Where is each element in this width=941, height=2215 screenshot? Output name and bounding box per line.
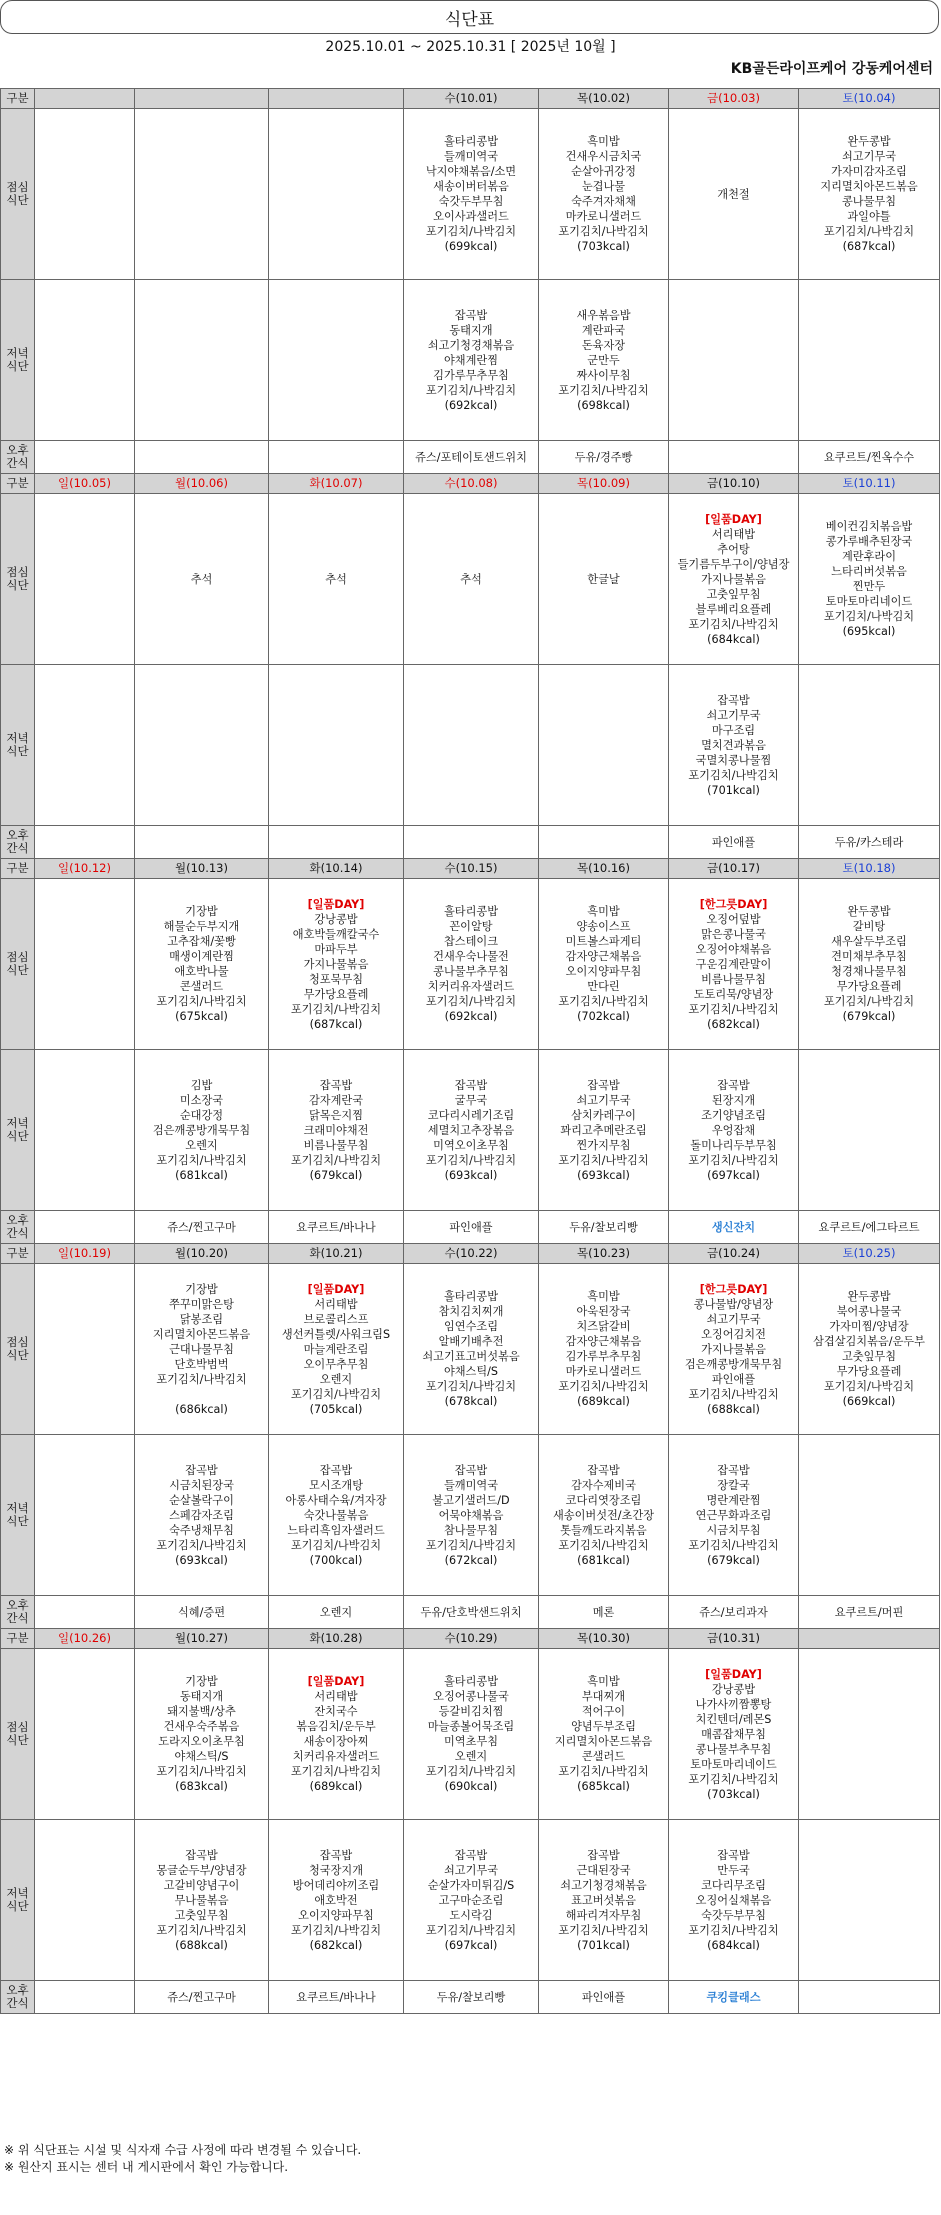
lunch-menu-cell — [135, 109, 269, 280]
dinner-menu-cell — [799, 280, 940, 441]
day-header: 화(10.28) — [269, 1629, 404, 1649]
week-4-snack-row — [1, 1596, 940, 1629]
day-header: 금(10.31) — [669, 1629, 799, 1649]
day-header: 월(10.20) — [135, 1244, 269, 1264]
day-header — [135, 89, 269, 109]
snack-menu-cell: 메론 — [539, 1596, 669, 1629]
footnotes — [4, 2142, 361, 2176]
day-header: 목(10.16) — [539, 859, 669, 879]
dinner-menu-cell: 잡곡밥 들깨미역국 불고기샐러드/D 어묵야채볶음 참나물무침 포기김치/나박김치 (672kcal) — [404, 1435, 539, 1596]
snack-menu-cell — [35, 1211, 135, 1244]
header-label: 구분 — [1, 1244, 35, 1264]
lunch-menu-text: 흘타리콩밥 꼰이알탕 찹스테이크 건새우숙나물전 콩나물부추무침 치커리유자샐러드 포기김치/나박김치 (692kcal) — [425, 905, 517, 1023]
dinner-menu-cell: 새우볶음밥 계란파국 돈육자장 군만두 짜사이무침 포기김치/나박김치 (698kcal) — [539, 280, 669, 441]
snack-menu-cell — [35, 1596, 135, 1629]
day-header: 토(10.04) — [799, 89, 940, 109]
dinner-menu-cell: 잡곡밥 쇠고기무국 삼치카레구이 꽈리고추메란조림 찐가지무침 포기김치/나박김치 (693kcal) — [539, 1050, 669, 1211]
week-1-dinner-row — [1, 280, 940, 441]
dinner-menu-cell: 잡곡밥 굴무국 코다리시레기조림 세멸치고추장볶음 미역오이초무침 포기김치/나박김치 (693kcal) — [404, 1050, 539, 1211]
lunch-menu-text: 흘타리콩밥 참치김치찌개 임연수조림 알배기배추전 쇠고기표고버섯볶음 야채스틱/S 포기김치/나박김치 (678kcal) — [422, 1290, 520, 1408]
lunch-menu-cell — [799, 109, 940, 280]
snack-menu-cell: 파인애플 — [404, 1211, 539, 1244]
day-header: 수(10.08) — [404, 474, 539, 494]
snack-menu-cell: 두유/찰보리빵 — [404, 1981, 539, 2014]
lunch-menu-cell — [404, 1264, 539, 1435]
dinner-menu-cell — [669, 280, 799, 441]
lunch-menu-cell — [135, 879, 269, 1050]
dinner-menu-cell — [35, 1435, 135, 1596]
snack-menu-cell — [35, 1981, 135, 2014]
lunch-menu-text: 완두콩밥 쇠고기무국 가자미감자조림 지리멸치아몬드볶음 콩나물무침 과일야틀 포기김치/나박김치 (687kcal) — [820, 135, 918, 253]
dinner-menu-cell: 잡곡밥 쇠고기무국 순살가자미튀김/S 고구마순조림 도시락김 포기김치/나박김치 (697kcal) — [404, 1820, 539, 1981]
dinner-label: 저녁 식단 — [1, 665, 35, 826]
special-day-tag: [일품DAY] — [705, 1667, 762, 1681]
snack-menu-cell: 생신잔치 — [669, 1211, 799, 1244]
header-label: 구분 — [1, 1629, 35, 1649]
lunch-menu-text: 강낭콩밥 애호박들깨칼국수 마파두부 가지나물볶음 청포묵무침 무가당요플레 포기김치/나박김치 (687kcal) — [290, 912, 382, 1031]
lunch-menu-text: 강낭콩밥 나가사끼짬뽕탕 치킨텐더/레몬S 매콤잡채무침 콩나물부추무침 토마토마리네이드 포기김치/나박김치 (703kcal) — [688, 1682, 779, 1801]
snack-menu-cell: 파인애플 — [539, 1981, 669, 2014]
day-header: 월(10.27) — [135, 1629, 269, 1649]
week-1-lunch-row — [1, 109, 940, 280]
snack-menu-cell — [799, 1981, 940, 2014]
dinner-menu-cell — [269, 665, 404, 826]
week-3-dinner-row — [1, 1050, 940, 1211]
snack-menu-cell: 쥬스/찐고구마 — [135, 1211, 269, 1244]
day-header: 금(10.03) — [669, 89, 799, 109]
week-2-lunch-row — [1, 494, 940, 665]
day-header: 목(10.09) — [539, 474, 669, 494]
day-header: 수(10.29) — [404, 1629, 539, 1649]
day-header: 수(10.15) — [404, 859, 539, 879]
dinner-menu-cell — [539, 665, 669, 826]
special-day-tag: [일품DAY] — [705, 512, 762, 526]
day-header — [799, 1629, 940, 1649]
week-4-lunch-row — [1, 1264, 940, 1435]
dinner-menu-cell — [269, 280, 404, 441]
dinner-menu-cell: 잡곡밥 근대된장국 쇠고기청경채볶음 표고버섯볶음 해파리겨자무침 포기김치/나박김치 (701kcal) — [539, 1820, 669, 1981]
lunch-menu-cell — [404, 109, 539, 280]
lunch-menu-cell — [269, 109, 404, 280]
lunch-menu-cell — [404, 1649, 539, 1820]
lunch-menu-text: 서리태밥 잔치국수 볶음김치/운두부 새송이장아찌 치커리유자샐러드 포기김치/나박김치 (689kcal) — [290, 1690, 382, 1793]
day-header: 목(10.23) — [539, 1244, 669, 1264]
lunch-menu-text: 서리태밥 브로콜리스프 생선커틀렛/사워크림S 마늘계란조림 오이무추무침 오렌지 포기김치/나박김치 (705kcal) — [281, 1297, 391, 1416]
week-5-snack-row — [1, 1981, 940, 2014]
snack-menu-cell — [135, 441, 269, 474]
week-5-date-row — [1, 1629, 940, 1649]
snack-label: 오후 간식 — [1, 1596, 35, 1629]
snack-menu-cell: 두유/찰보리빵 — [539, 1211, 669, 1244]
lunch-menu-text: 기장밥 쭈꾸미맑은탕 닭봉조림 지리멸치아몬드볶음 근대나물무침 단호박범벅 포기김치/나박김치 (686kcal) — [152, 1282, 251, 1416]
lunch-menu-cell — [269, 1649, 404, 1820]
day-header: 월(10.06) — [135, 474, 269, 494]
lunch-menu-cell — [799, 879, 940, 1050]
snack-menu-cell — [35, 441, 135, 474]
snack-menu-cell: 요쿠르트/바나나 — [269, 1981, 404, 2014]
special-day-tag: [한그릇DAY] — [699, 897, 768, 911]
dinner-menu-cell — [35, 665, 135, 826]
day-header — [269, 89, 404, 109]
week-3-snack-row — [1, 1211, 940, 1244]
lunch-menu-text: 오징어덮밥 맑은콩나물국 오징어야채볶음 구운김계란말이 비름나물무침 도토리묵/양념장 포기김치/나박김치 (682kcal) — [688, 912, 779, 1031]
snack-menu-cell — [135, 826, 269, 859]
day-header: 일(10.19) — [35, 1244, 135, 1264]
menu-table — [0, 88, 940, 2014]
lunch-menu-text: 추석 — [190, 572, 213, 586]
week-4-date-row — [1, 1244, 940, 1264]
week-2-snack-row — [1, 826, 940, 859]
week-5-dinner-row — [1, 1820, 940, 1981]
special-day-tag: [한그릇DAY] — [699, 1282, 768, 1296]
snack-menu-cell — [35, 826, 135, 859]
lunch-menu-cell — [669, 879, 799, 1050]
lunch-menu-text: 한글날 — [587, 572, 620, 586]
week-2-dinner-row — [1, 665, 940, 826]
lunch-menu-cell — [669, 1264, 799, 1435]
snack-label: 오후 간식 — [1, 1981, 35, 2014]
lunch-menu-text: 기장밥 해물순두부지개 고추잡채/꽃빵 매생이계란찜 애호박나물 콘샐러드 포기김치/나박김치 (675kcal) — [156, 905, 247, 1023]
lunch-menu-cell — [135, 1264, 269, 1435]
week-1-date-row — [1, 89, 940, 109]
day-header: 화(10.14) — [269, 859, 404, 879]
lunch-menu-cell — [35, 1264, 135, 1435]
day-header: 화(10.07) — [269, 474, 404, 494]
lunch-menu-text: 흑미밥 양송이스프 미트볼스파게티 감자양근채볶음 오이지양파무침 만다린 포기김치/나박김치 (702kcal) — [558, 905, 649, 1023]
snack-label: 오후 간식 — [1, 826, 35, 859]
dinner-menu-cell — [35, 280, 135, 441]
lunch-menu-text: 콩나물밥/양념장 쇠고기무국 오징어김치전 가지나물볶음 검은깨콩방개묵무침 파인애플 포기김치/나박김치 (688kcal) — [684, 1297, 783, 1416]
day-header: 금(10.10) — [669, 474, 799, 494]
dinner-menu-cell: 잡곡밥 감자계란국 닭목은지찜 크래미야채전 비름나물무침 포기김치/나박김치 (679kcal) — [269, 1050, 404, 1211]
day-header: 토(10.11) — [799, 474, 940, 494]
header-label: 구분 — [1, 859, 35, 879]
snack-menu-cell: 쥬스/찐고구마 — [135, 1981, 269, 2014]
lunch-label: 점심 식단 — [1, 1649, 35, 1820]
lunch-menu-text: 흑미밥 건새우시금치국 순살아귀강정 눈겹나물 숙주겨자채채 마카로니샐러드 포기김치/나박김치 (703kcal) — [558, 135, 649, 253]
snack-menu-cell — [404, 826, 539, 859]
week-2-date-row — [1, 474, 940, 494]
lunch-menu-text: 기장밥 동태지개 돼지불백/상추 건새우숙주볶음 도라지오이초무침 야채스틱/S 포기김치/나박김치 (683kcal) — [156, 1675, 247, 1793]
lunch-menu-cell — [799, 1264, 940, 1435]
day-header: 토(10.25) — [799, 1244, 940, 1264]
dinner-menu-cell — [135, 280, 269, 441]
dinner-menu-cell: 잡곡밥 된장지개 조기양념조림 우엉잡채 돌미나리두부무침 포기김치/나박김치 (697kcal) — [669, 1050, 799, 1211]
organization-name: KB골든라이프케어 강동케어센터 — [730, 61, 933, 77]
dinner-menu-cell: 잡곡밥 장칼국 명란계란찜 연근무화과조림 시금치무침 포기김치/나박김치 (679kcal) — [669, 1435, 799, 1596]
lunch-menu-cell — [669, 494, 799, 665]
day-header: 일(10.05) — [35, 474, 135, 494]
lunch-menu-text: 흑미밥 부대찌개 적어구이 양념두부조림 지리멸치아몬드볶음 콘샐러드 포기김치/나박김치 (685kcal) — [554, 1675, 653, 1793]
lunch-label: 점심 식단 — [1, 879, 35, 1050]
lunch-menu-cell — [799, 494, 940, 665]
day-header: 목(10.30) — [539, 1629, 669, 1649]
page-title — [0, 0, 939, 34]
lunch-menu-cell — [35, 1649, 135, 1820]
snack-menu-cell: 두유/카스테라 — [799, 826, 940, 859]
lunch-menu-cell — [269, 1264, 404, 1435]
dinner-menu-cell — [799, 665, 940, 826]
lunch-menu-text: 흑미밥 아욱된장국 치즈닭갈비 감자양근채볶음 김가루부추무침 마카로니샐러드 포기김치/나박김치 (689kcal) — [558, 1290, 649, 1408]
lunch-menu-cell — [35, 109, 135, 280]
header-label: 구분 — [1, 89, 35, 109]
day-header: 금(10.17) — [669, 859, 799, 879]
dinner-menu-cell: 잡곡밥 쇠고기무국 마구조림 멸치견과볶음 국멸치콩나물찜 포기김치/나박김치 (701kcal) — [669, 665, 799, 826]
lunch-menu-text: 베이컨김치볶음밥 콩가루배추된장국 계란후라이 느타리버섯볶음 찐만두 토마토마리네이드 포기김치/나박김치 (695kcal) — [823, 520, 915, 638]
week-3-date-row — [1, 859, 940, 879]
day-header: 금(10.24) — [669, 1244, 799, 1264]
footnote: ※ 위 식단표는 시설 및 식자재 수급 사정에 따라 변경될 수 있습니다. — [4, 2143, 362, 2157]
lunch-menu-cell — [269, 879, 404, 1050]
lunch-menu-cell — [135, 494, 269, 665]
dinner-label: 저녁 식단 — [1, 280, 35, 441]
lunch-menu-text: 서리태밥 추어탕 들기름두부구이/양념장 가지나물볶음 고춧잎무침 블루베리요플레 포기김치/나박김치 (684kcal) — [677, 527, 790, 646]
week-3-lunch-row — [1, 879, 940, 1050]
snack-menu-cell: 식혜/증편 — [135, 1596, 269, 1629]
lunch-menu-cell — [669, 109, 799, 280]
day-header: 일(10.12) — [35, 859, 135, 879]
lunch-label: 점심 식단 — [1, 109, 35, 280]
snack-menu-cell: 두유/단호박샌드위치 — [404, 1596, 539, 1629]
dinner-menu-cell — [799, 1050, 940, 1211]
snack-menu-cell: 요쿠르트/에그타르트 — [799, 1211, 940, 1244]
lunch-menu-cell — [35, 494, 135, 665]
snack-menu-cell — [669, 441, 799, 474]
lunch-menu-cell — [404, 494, 539, 665]
lunch-menu-cell — [539, 1264, 669, 1435]
snack-label: 오후 간식 — [1, 441, 35, 474]
lunch-menu-cell — [404, 879, 539, 1050]
dinner-menu-cell: 잡곡밥 청국장지개 방어데리야끼조림 애호박전 오이지양파무침 포기김치/나박김치 (682kcal) — [269, 1820, 404, 1981]
dinner-menu-cell: 잡곡밥 모시조개탕 아롱사태수육/겨자장 숙갓나물볶음 느타리흑임자샐러드 포기김치/나박김치 (700kcal) — [269, 1435, 404, 1596]
dinner-menu-cell — [135, 665, 269, 826]
snack-menu-cell: 요쿠르트/머핀 — [799, 1596, 940, 1629]
lunch-menu-cell — [539, 1649, 669, 1820]
lunch-menu-text: 개천절 — [717, 187, 750, 201]
day-header: 목(10.02) — [539, 89, 669, 109]
lunch-label: 점심 식단 — [1, 1264, 35, 1435]
dinner-menu-cell — [35, 1050, 135, 1211]
dinner-label: 저녁 식단 — [1, 1435, 35, 1596]
snack-menu-cell: 쿠킹클래스 — [669, 1981, 799, 2014]
dinner-label: 저녁 식단 — [1, 1820, 35, 1981]
lunch-menu-text: 완두콩밥 갈비탕 새우살두부조림 견미채부추무침 청경채나물무침 무가당요플레 포기김치/나박김치 (679kcal) — [823, 905, 915, 1023]
snack-menu-cell — [539, 826, 669, 859]
dinner-menu-cell — [799, 1820, 940, 1981]
day-header: 수(10.01) — [404, 89, 539, 109]
dinner-menu-cell — [404, 665, 539, 826]
dinner-menu-cell — [799, 1435, 940, 1596]
lunch-menu-cell — [539, 109, 669, 280]
snack-label: 오후 간식 — [1, 1211, 35, 1244]
special-day-tag: [일품DAY] — [307, 1675, 365, 1688]
special-day-tag: [일품DAY] — [307, 897, 365, 911]
dinner-menu-cell: 잡곡밥 감자수제비국 코다리엿장조림 새송이버섯전/초간장 톳들깨도라지볶음 포기김치/나박김치 (681kcal) — [539, 1435, 669, 1596]
lunch-menu-text: 흘타리콩밥 오징어콩나물국 등갈비김치찜 마늘종볼어묵조림 미역초무침 오렌지 포기김치/나박김치 (690kcal) — [425, 1675, 517, 1793]
snack-menu-cell: 요쿠르트/찐옥수수 — [799, 441, 940, 474]
day-header: 화(10.21) — [269, 1244, 404, 1264]
dinner-menu-cell: 잡곡밥 시금치된장국 순살볼락구이 스페감자조림 숙주냉채무침 포기김치/나박김치 (693kcal) — [135, 1435, 269, 1596]
lunch-menu-cell — [35, 879, 135, 1050]
day-header: 수(10.22) — [404, 1244, 539, 1264]
lunch-menu-cell — [539, 494, 669, 665]
week-5-lunch-row — [1, 1649, 940, 1820]
dinner-label: 저녁 식단 — [1, 1050, 35, 1211]
footnote: ※ 원산지 표시는 센터 내 게시판에서 확인 가능합니다. — [4, 2160, 289, 2174]
lunch-menu-text: 흘타리콩밥 들깨미역국 낙지야채볶음/소면 새송이버터볶음 숙갓두부무침 오이사과샐러드 포기김치/나박김치 (699kcal) — [425, 135, 517, 253]
snack-menu-cell: 두유/경주빵 — [539, 441, 669, 474]
day-header: 토(10.18) — [799, 859, 940, 879]
lunch-menu-text: 추석 — [460, 572, 482, 586]
day-header: 일(10.26) — [35, 1629, 135, 1649]
lunch-label: 점심 식단 — [1, 494, 35, 665]
lunch-menu-text: 완두콩밥 북어콩나물국 가자미찜/양념장 삼겹살김치볶음/운두부 고춧잎무침 무가당요플레 포기김치/나박김치 (669kcal) — [813, 1290, 925, 1408]
lunch-menu-cell — [269, 494, 404, 665]
lunch-menu-text: 추석 — [325, 572, 347, 586]
lunch-menu-cell — [799, 1649, 940, 1820]
snack-menu-cell: 오렌지 — [269, 1596, 404, 1629]
lunch-menu-cell — [539, 879, 669, 1050]
snack-menu-cell: 요쿠르트/바나나 — [269, 1211, 404, 1244]
day-header — [35, 89, 135, 109]
dinner-menu-cell — [35, 1820, 135, 1981]
page-title-text: 식단표 — [444, 9, 495, 30]
dinner-menu-cell: 잡곡밥 만두국 코다리무조림 오징어실채볶음 숙갓두부무침 포기김치/나박김치 (684kcal) — [669, 1820, 799, 1981]
snack-menu-cell: 파인애플 — [669, 826, 799, 859]
week-1-snack-row — [1, 441, 940, 474]
menu-period: 2025.10.01 ~ 2025.10.31 [ 2025년 10월 ] — [325, 39, 616, 55]
special-day-tag: [일품DAY] — [307, 1282, 365, 1296]
lunch-menu-cell — [669, 1649, 799, 1820]
dinner-menu-cell: 잡곡밥 동태지개 쇠고기청경채볶음 야채계란찜 김가루무추무침 포기김치/나박김치 (692kcal) — [404, 280, 539, 441]
dinner-menu-cell: 잡곡밥 몽글순두부/양념장 고갈비양념구이 무나물볶음 고춧잎무침 포기김치/나박김치 (688kcal) — [135, 1820, 269, 1981]
week-4-dinner-row — [1, 1435, 940, 1596]
snack-menu-cell — [269, 826, 404, 859]
header-label: 구분 — [1, 474, 35, 494]
dinner-menu-cell: 김밥 미소장국 순대강정 검은깨콩방개묵무침 오렌지 포기김치/나박김치 (681kcal) — [135, 1050, 269, 1211]
snack-menu-cell: 쥬스/포테이토샌드위치 — [404, 441, 539, 474]
snack-menu-cell: 쥬스/보리과자 — [669, 1596, 799, 1629]
day-header: 월(10.13) — [135, 859, 269, 879]
lunch-menu-cell — [135, 1649, 269, 1820]
snack-menu-cell — [269, 441, 404, 474]
